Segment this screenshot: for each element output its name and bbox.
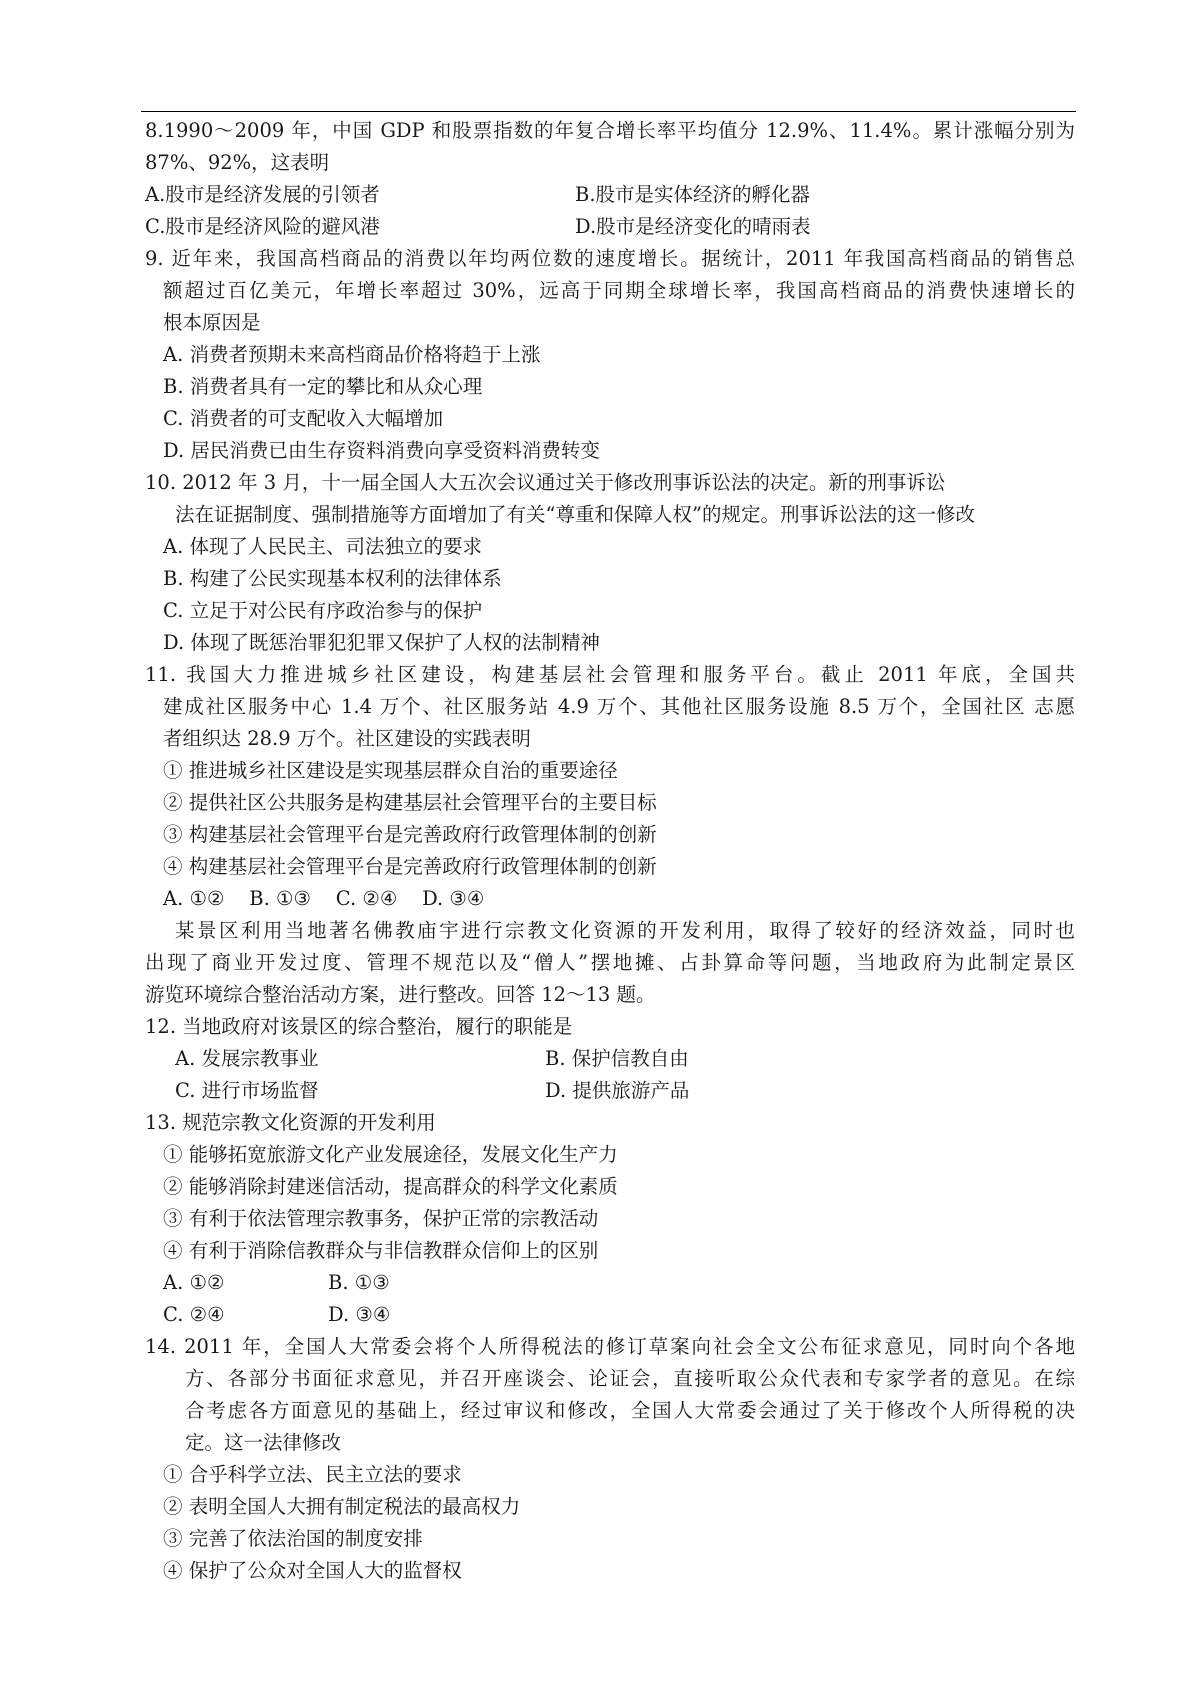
question-14	[145, 1331, 1075, 1587]
question-9	[145, 243, 1075, 467]
question-stem-line: 14. 2011 年，全国人大常委会将个人所得税法的修订草案向社会全文公布征求意见，同时向个各地	[145, 1335, 1075, 1358]
option-d: D.股市是经济变化的晴雨表	[575, 215, 811, 238]
answer-choices: A. ①② B. ①③ C. ②④ D. ③④	[163, 887, 485, 910]
statement-1: ① 推进城乡社区建设是实现基层群众自治的重要途径	[163, 759, 618, 782]
passage-line: 出现了商业开发过度、管理不规范以及“僧人”摆地摊、占卦算命等问题，当地政府为此制定景区	[145, 951, 1075, 974]
statement-1: ① 合乎科学立法、民主立法的要求	[163, 1463, 462, 1486]
question-stem-line: 8.1990～2009 年，中国 GDP 和股票指数的年复合增长率平均值分 12.9%、11.4%。累计涨幅分别为	[145, 119, 1075, 142]
option-b: B.股市是实体经济的孵化器	[575, 183, 811, 206]
statement-4: ④ 保护了公众对全国人大的监督权	[163, 1559, 462, 1582]
statement-3: ③ 构建基层社会管理平台是完善政府行政管理体制的创新	[163, 823, 657, 846]
question-10	[145, 467, 1075, 659]
passage-line: 某景区利用当地著名佛教庙宇进行宗教文化资源的开发利用，取得了较好的经济效益，同时也	[175, 919, 1075, 942]
question-stem: 12. 当地政府对该景区的综合整治，履行的职能是	[145, 1015, 573, 1038]
option-d: D. 提供旅游产品	[545, 1079, 690, 1102]
option-a: A. 发展宗教事业	[175, 1047, 319, 1070]
option-c: C.股市是经济风险的避风港	[145, 215, 380, 238]
option-b: B. 消费者具有一定的攀比和从众心理	[163, 375, 483, 398]
statement-2: ② 提供社区公共服务是构建基层社会管理平台的主要目标	[163, 791, 657, 814]
option-b: B. ①③	[328, 1271, 390, 1294]
option-d: D. 体现了既惩治罪犯犯罪又保护了人权的法制精神	[163, 631, 600, 654]
option-b: B. 构建了公民实现基本权利的法律体系	[163, 567, 502, 590]
question-stem-line: 额超过百亿美元，年增长率超过 30%，远高于同期全球增长率，我国高档商品的消费快速增长的	[163, 279, 1075, 302]
question-stem-line: 建成社区服务中心 1.4 万个、社区服务站 4.9 万个、其他社区服务设施 8.5 万个，全国社区 志愿	[163, 695, 1075, 718]
option-a: A.股市是经济发展的引领者	[145, 183, 380, 206]
question-stem: 13. 规范宗教文化资源的开发利用	[145, 1111, 436, 1134]
question-12	[145, 1011, 1075, 1107]
option-a: A. ①②	[163, 1271, 225, 1294]
question-stem-line: 9. 近年来，我国高档商品的消费以年均两位数的速度增长。据统计，2011 年我国高档商品的销售总	[145, 247, 1075, 270]
question-stem-line: 合考虑各方面意见的基础上，经过审议和修改，全国人大常委会通过了关于修改个人所得税的决	[185, 1399, 1075, 1422]
option-d: D. 居民消费已由生存资料消费向享受资料消费转变	[163, 439, 600, 462]
statement-1: ① 能够拓宽旅游文化产业发展途径，发展文化生产力	[163, 1143, 618, 1166]
question-13	[145, 1107, 1075, 1331]
option-d: D. ③④	[328, 1303, 391, 1326]
question-stem-line: 根本原因是	[163, 311, 261, 334]
option-a: A. 体现了人民民主、司法独立的要求	[163, 535, 482, 558]
statement-3: ③ 完善了依法治国的制度安排	[163, 1527, 423, 1550]
option-a: A. 消费者预期未来高档商品价格将趋于上涨	[163, 343, 541, 366]
option-b: B. 保护信教自由	[545, 1047, 689, 1070]
question-stem-line: 11. 我国大力推进城乡社区建设，构建基层社会管理和服务平台。截止 2011 年底，全国共	[145, 663, 1075, 686]
option-c: C. 进行市场监督	[175, 1079, 319, 1102]
reading-passage	[145, 915, 1075, 1011]
question-stem-line: 方、各部分书面征求意见，并召开座谈会、论证会，直接听取公众代表和专家学者的意见。在综	[185, 1367, 1075, 1390]
question-stem-line: 10. 2012 年 3 月，十一届全国人大五次会议通过关于修改刑事诉讼法的决定。新的刑事诉讼	[145, 471, 946, 494]
question-11	[145, 659, 1075, 915]
exam-content	[145, 115, 1075, 1587]
option-c: C. 立足于对公民有序政治参与的保护	[163, 599, 483, 622]
option-c: C. ②④	[163, 1303, 225, 1326]
passage-line: 游览环境综合整治活动方案，进行整改。回答 12～13 题。	[145, 983, 656, 1006]
question-stem-line: 87%、92%，这表明	[145, 151, 330, 174]
question-stem-line: 定。这一法律修改	[185, 1431, 342, 1454]
question-stem-line: 者组织达 28.9 万个。社区建设的实践表明	[163, 727, 531, 750]
question-stem-line: 法在证据制度、强制措施等方面增加了有关“尊重和保障人权”的规定。刑事诉讼法的这一修改	[175, 503, 975, 526]
option-c: C. 消费者的可支配收入大幅增加	[163, 407, 444, 430]
statement-4: ④ 构建基层社会管理平台是完善政府行政管理体制的创新	[163, 855, 657, 878]
statement-2: ② 表明全国人大拥有制定税法的最高权力	[163, 1495, 521, 1518]
statement-4: ④ 有利于消除信教群众与非信教群众信仰上的区别	[163, 1239, 599, 1262]
statement-2: ② 能够消除封建迷信活动，提高群众的科学文化素质	[163, 1175, 618, 1198]
statement-3: ③ 有利于依法管理宗教事务，保护正常的宗教活动	[163, 1207, 599, 1230]
question-8	[145, 115, 1075, 243]
header-rule	[141, 111, 1076, 112]
